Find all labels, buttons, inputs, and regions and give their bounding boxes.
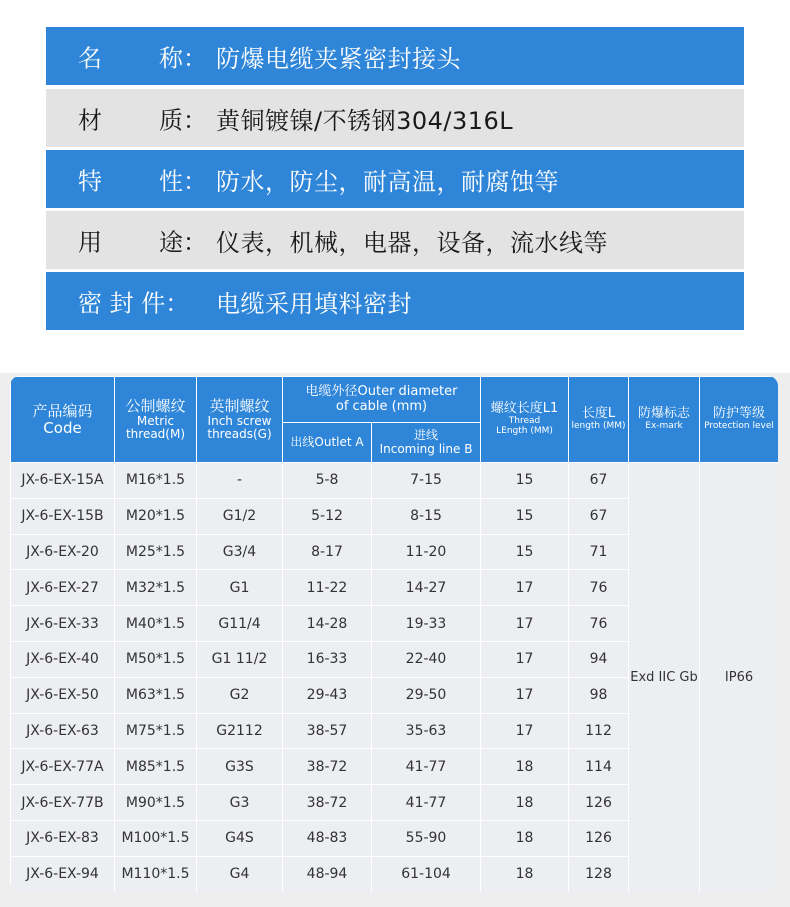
table-cell: 18 (481, 820, 569, 856)
spec-row-material (46, 89, 744, 147)
table-cell: JX-6-EX-77B (11, 785, 115, 821)
spec-row-name (46, 27, 744, 85)
table-cell: M63*1.5 (115, 677, 197, 713)
table-cell: M20*1.5 (115, 498, 197, 534)
table-cell: 94 (569, 641, 629, 677)
table-cell: M85*1.5 (115, 749, 197, 785)
table-cell: G1 11/2 (197, 641, 283, 677)
table-cell: 14-27 (372, 570, 481, 606)
table-cell: 112 (569, 713, 629, 749)
spec-label-char: 质： (159, 106, 207, 135)
table-section (0, 373, 790, 907)
table-cell: JX-6-EX-15B (11, 498, 115, 534)
spec-row-seal (46, 272, 744, 330)
exmark-cell: Exd IIC Gb (629, 463, 700, 893)
table-cell: 5-12 (283, 498, 372, 534)
spec-row-features (46, 150, 744, 208)
table-cell: M100*1.5 (115, 820, 197, 856)
table-cell: 38-72 (283, 785, 372, 821)
table-cell: 67 (569, 498, 629, 534)
table-cell: 7-15 (372, 463, 481, 499)
spec-label-char: 途： (159, 228, 207, 257)
table-cell: G3/4 (197, 534, 283, 570)
table-cell: - (197, 463, 283, 499)
table-cell: 15 (481, 463, 569, 499)
table-cell: JX-6-EX-83 (11, 820, 115, 856)
header-inch: 英制螺纹 Inch screw threads(G) (197, 377, 283, 463)
table-cell: M110*1.5 (115, 856, 197, 892)
table-body (11, 463, 779, 893)
header-cable-diameter: 电缆外径Outer diameter of cable (mm) (283, 377, 481, 423)
spec-label-char: 材 (78, 106, 102, 135)
spec-label-char: 性： (159, 167, 207, 196)
table-cell: 55-90 (372, 820, 481, 856)
table-cell: 67 (569, 463, 629, 499)
table-cell: M75*1.5 (115, 713, 197, 749)
table-cell: JX-6-EX-50 (11, 677, 115, 713)
table-cell: 18 (481, 856, 569, 892)
table-cell: M90*1.5 (115, 785, 197, 821)
spec-value: 电缆采用填料密封 (216, 289, 412, 318)
table-cell: 38-72 (283, 749, 372, 785)
table-cell: 11-20 (372, 534, 481, 570)
header-exmark: 防爆标志 Ex-mark (629, 377, 700, 463)
table-cell: M50*1.5 (115, 641, 197, 677)
spec-value: 黄铜镀镍/不锈钢304/316L (216, 106, 514, 135)
table-cell: M40*1.5 (115, 606, 197, 642)
table-cell: 71 (569, 534, 629, 570)
table-cell: 17 (481, 677, 569, 713)
table-cell: 18 (481, 785, 569, 821)
table-cell: M16*1.5 (115, 463, 197, 499)
table-cell: JX-6-EX-20 (11, 534, 115, 570)
table-cell: JX-6-EX-33 (11, 606, 115, 642)
spec-panel (0, 0, 790, 373)
spec-value: 防爆电缆夹紧密封接头 (216, 44, 461, 73)
table-cell: M32*1.5 (115, 570, 197, 606)
table-cell: 22-40 (372, 641, 481, 677)
header-thread-length: 螺纹长度L1 Thread LEngth (MM) (481, 377, 569, 463)
table-cell: 17 (481, 570, 569, 606)
table-cell: G3S (197, 749, 283, 785)
table-cell: G2112 (197, 713, 283, 749)
table-cell: 15 (481, 498, 569, 534)
table-cell: 35-63 (372, 713, 481, 749)
table-cell: 11-22 (283, 570, 372, 606)
spec-value: 仪表，机械，电器，设备，流水线等 (216, 228, 608, 257)
table-cell: 19-33 (372, 606, 481, 642)
table-cell: 114 (569, 749, 629, 785)
spec-label-char: 密 封 件： (78, 289, 190, 318)
table-cell: 8-15 (372, 498, 481, 534)
header-incoming: 进线 Incoming line B (372, 423, 481, 463)
table-cell: 48-94 (283, 856, 372, 892)
table-cell: 128 (569, 856, 629, 892)
table-cell: G2 (197, 677, 283, 713)
table-cell: 17 (481, 606, 569, 642)
spec-label-char: 名 (78, 44, 102, 73)
table-cell: 14-28 (283, 606, 372, 642)
table-cell: 61-104 (372, 856, 481, 892)
table-cell: 76 (569, 570, 629, 606)
header-code: 产品编码 Code (11, 377, 115, 463)
table-cell: 17 (481, 713, 569, 749)
table-cell: 38-57 (283, 713, 372, 749)
table-cell: G1/2 (197, 498, 283, 534)
protection-cell: IP66 (700, 463, 778, 893)
spec-label-char: 称： (159, 44, 207, 73)
table-cell: JX-6-EX-77A (11, 749, 115, 785)
table-cell: 98 (569, 677, 629, 713)
table-cell: 17 (481, 641, 569, 677)
spec-table (10, 376, 778, 892)
table-cell: M25*1.5 (115, 534, 197, 570)
table-cell: G11/4 (197, 606, 283, 642)
header-protection: 防护等级 Protection level (700, 377, 778, 463)
spec-table-card (10, 376, 778, 892)
header-outlet: 出线Outlet A (283, 423, 372, 463)
spec-label-char: 特 (78, 167, 102, 196)
table-cell: 29-43 (283, 677, 372, 713)
table-cell: 126 (569, 820, 629, 856)
table-cell: JX-6-EX-94 (11, 856, 115, 892)
table-cell: 16-33 (283, 641, 372, 677)
table-cell: 41-77 (372, 785, 481, 821)
table-cell: 41-77 (372, 749, 481, 785)
table-cell: JX-6-EX-63 (11, 713, 115, 749)
header-metric: 公制螺纹 Metric thread(M) (115, 377, 197, 463)
table-row (11, 463, 779, 499)
table-cell: 29-50 (372, 677, 481, 713)
table-cell: G3 (197, 785, 283, 821)
table-cell: 8-17 (283, 534, 372, 570)
table-cell: 18 (481, 749, 569, 785)
table-cell: G1 (197, 570, 283, 606)
table-cell: 48-83 (283, 820, 372, 856)
table-cell: JX-6-EX-27 (11, 570, 115, 606)
spec-value: 防水，防尘，耐高温，耐腐蚀等 (216, 167, 559, 196)
table-cell: JX-6-EX-40 (11, 641, 115, 677)
spec-label-char: 用 (78, 228, 102, 257)
table-cell: 5-8 (283, 463, 372, 499)
table-cell: 76 (569, 606, 629, 642)
header-length: 长度L length (MM) (569, 377, 629, 463)
table-cell: G4 (197, 856, 283, 892)
table-cell: 126 (569, 785, 629, 821)
table-cell: 15 (481, 534, 569, 570)
table-cell: JX-6-EX-15A (11, 463, 115, 499)
spec-row-usage (46, 211, 744, 269)
table-cell: G4S (197, 820, 283, 856)
